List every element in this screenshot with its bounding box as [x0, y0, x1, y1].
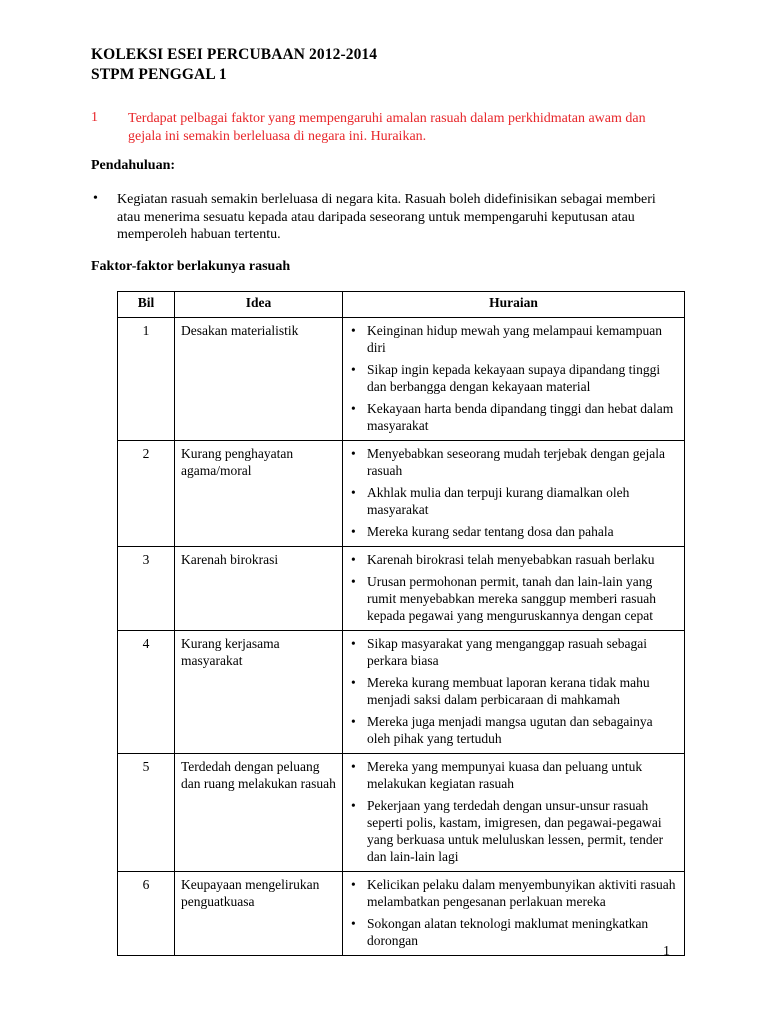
bullet-icon: •	[351, 446, 356, 461]
huraian-text: Sikap ingin kepada kekayaan supaya dipandang tinggi dan berbangga dengan kekayaan material	[367, 362, 661, 394]
list-item	[349, 523, 678, 540]
list-item	[349, 915, 678, 949]
factors-heading: Faktor-faktor berlakunya rasuah	[91, 259, 291, 274]
huraian-text: Mereka kurang membuat laporan kerana tidak mahu menjadi saksi dalam perbicaraan di mahkamah	[367, 675, 650, 707]
huraian-text: Urusan permohonan permit, tanah dan lain-lain yang rumit menyebabkan mereka sanggup memberi rasuah kepada pegawai yang menguruskannya dengan cepat	[367, 574, 657, 623]
huraian-text: Menyebabkan seseorang mudah terjebak dengan gejala rasuah	[367, 446, 666, 478]
list-item	[349, 713, 678, 747]
document-subtitle: STPM PENGGAL 1	[91, 66, 227, 83]
bullet-icon: •	[351, 401, 356, 416]
list-item	[349, 674, 678, 708]
huraian-list	[349, 758, 678, 865]
row-number-cell: 1	[118, 318, 175, 441]
table-row	[118, 547, 685, 631]
intro-heading: Pendahuluan:	[91, 158, 176, 173]
question-text: Terdapat pelbagai faktor yang mempengaruhi amalan rasuah dalam perkhidmatan awam dan gejala ini semakin berleluasa di negara ini. Huraikan.	[128, 111, 646, 144]
table-row	[118, 631, 685, 754]
list-item	[349, 573, 678, 624]
huraian-cell	[343, 547, 685, 631]
row-number-cell: 6	[118, 872, 175, 956]
bullet-icon: •	[351, 759, 356, 774]
huraian-list	[349, 445, 678, 540]
list-item	[349, 635, 678, 669]
question-number: 1	[91, 110, 98, 125]
idea-cell: Kurang penghayatan agama/moral	[175, 441, 343, 547]
huraian-text: Sikap masyarakat yang menganggap rasuah sebagai perkara biasa	[367, 636, 648, 668]
row-number-cell: 2	[118, 441, 175, 547]
document-title: KOLEKSI ESEI PERCUBAAN 2012-2014	[91, 46, 378, 63]
bullet-icon: •	[351, 916, 356, 931]
idea-cell: Keupayaan mengelirukan penguatkuasa	[175, 872, 343, 956]
huraian-cell	[343, 754, 685, 872]
idea-cell: Kurang kerjasama masyarakat	[175, 631, 343, 754]
list-item	[349, 400, 678, 434]
huraian-cell	[343, 631, 685, 754]
list-item	[349, 797, 678, 865]
huraian-text: Mereka yang mempunyai kuasa dan peluang untuk melakukan kegiatan rasuah	[367, 759, 643, 791]
huraian-text: Kekayaan harta benda dipandang tinggi dan hebat dalam masyarakat	[367, 401, 674, 433]
table-row	[118, 754, 685, 872]
table-header-row	[118, 292, 685, 318]
huraian-list	[349, 322, 678, 434]
idea-cell: Karenah birokrasi	[175, 547, 343, 631]
huraian-text: Kelicikan pelaku dalam menyembunyikan aktiviti rasuah melambatkan pengesanan perlakuan mereka	[367, 877, 676, 909]
huraian-cell	[343, 318, 685, 441]
bullet-icon: •	[351, 636, 356, 651]
bullet-icon: •	[351, 877, 356, 892]
column-header-huraian: Huraian	[343, 292, 685, 318]
row-number-cell: 3	[118, 547, 175, 631]
list-item	[349, 484, 678, 518]
huraian-text: Akhlak mulia dan terpuji kurang diamalkan oleh masyarakat	[367, 485, 630, 517]
huraian-text: Sokongan alatan teknologi maklumat meningkatkan dorongan	[367, 916, 649, 948]
bullet-icon: •	[93, 191, 98, 206]
bullet-icon: •	[351, 798, 356, 813]
huraian-text: Keinginan hidup mewah yang melampaui kemampuan diri	[367, 323, 663, 355]
huraian-list	[349, 635, 678, 747]
bullet-icon: •	[351, 675, 356, 690]
column-header-bil: Bil	[118, 292, 175, 318]
bullet-icon: •	[351, 552, 356, 567]
huraian-list	[349, 876, 678, 949]
table-row	[118, 318, 685, 441]
list-item	[349, 551, 678, 568]
factors-table	[117, 291, 685, 956]
idea-cell: Desakan materialistik	[175, 318, 343, 441]
list-item	[349, 445, 678, 479]
huraian-text: Mereka kurang sedar tentang dosa dan pahala	[367, 524, 614, 539]
list-item	[349, 361, 678, 395]
huraian-text: Mereka juga menjadi mangsa ugutan dan sebagainya oleh pihak yang tertuduh	[367, 714, 653, 746]
page-number: 1	[663, 944, 670, 959]
bullet-icon: •	[351, 714, 356, 729]
bullet-icon: •	[351, 323, 356, 338]
intro-paragraph: Kegiatan rasuah semakin berleluasa di negara kita. Rasuah boleh didefinisikan sebagai memberi atau menerima sesuatu kepada atau daripada seseorang untuk mempengaruhi keputusan atau memperoleh habuan tertentu.	[117, 192, 656, 242]
table-row	[118, 441, 685, 547]
huraian-list	[349, 551, 678, 624]
row-number-cell: 4	[118, 631, 175, 754]
list-item	[349, 322, 678, 356]
bullet-icon: •	[351, 362, 356, 377]
huraian-text: Pekerjaan yang terdedah dengan unsur-unsur rasuah seperti polis, kastam, imigresen, dan pegawai-pegawai yang berkuasa untuk meluluskan lessen, permit, tender dan lain-lain lagi	[367, 798, 664, 864]
huraian-cell	[343, 872, 685, 956]
huraian-cell	[343, 441, 685, 547]
column-header-idea: Idea	[175, 292, 343, 318]
bullet-icon: •	[351, 485, 356, 500]
bullet-icon: •	[351, 574, 356, 589]
huraian-text: Karenah birokrasi telah menyebabkan rasuah berlaku	[367, 552, 655, 567]
bullet-icon: •	[351, 524, 356, 539]
row-number-cell: 5	[118, 754, 175, 872]
list-item	[349, 758, 678, 792]
idea-cell: Terdedah dengan peluang dan ruang melakukan rasuah	[175, 754, 343, 872]
table-row	[118, 872, 685, 956]
list-item	[349, 876, 678, 910]
